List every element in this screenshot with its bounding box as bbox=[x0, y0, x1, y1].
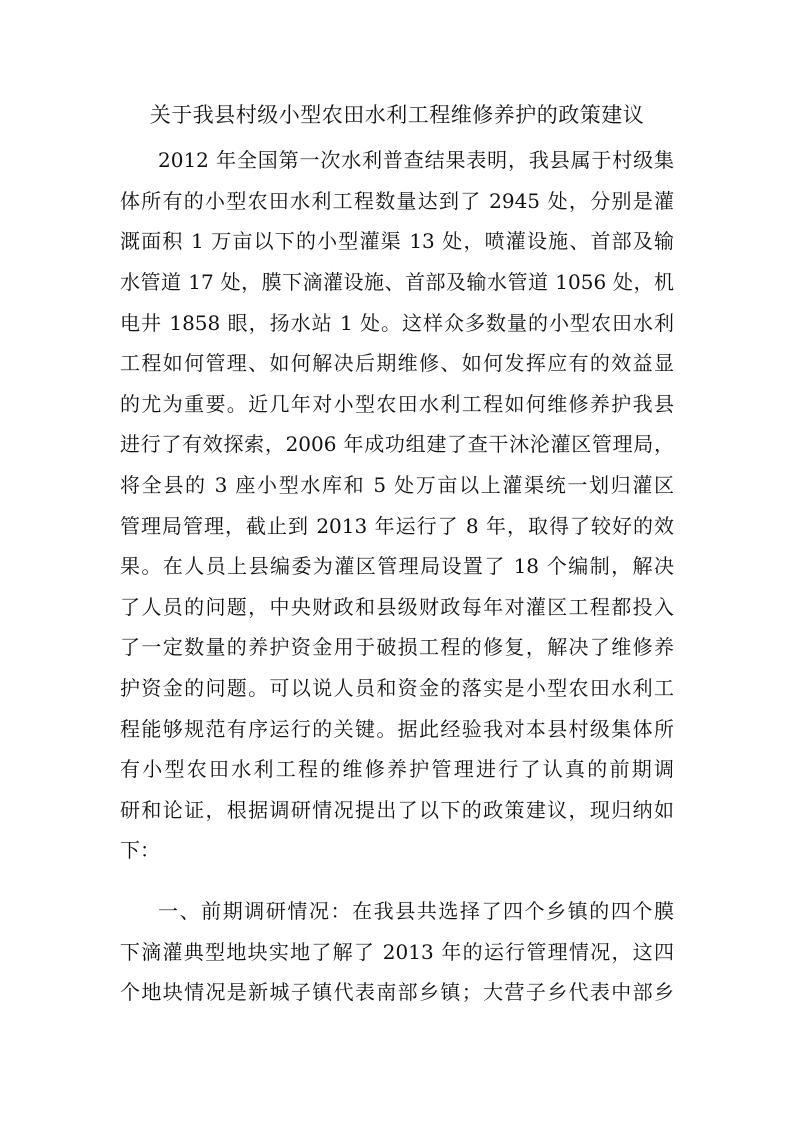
page-title: 关于我县村级小型农田水利工程维修养护的政策建议 bbox=[149, 103, 645, 127]
paragraph-1-line-16: 有小型农田水利工程的维修养护管理进行了认真的前期调 bbox=[120, 757, 674, 781]
paragraph-1-line-3: 溉面积 1 万亩以下的小型灌渠 13 处，喷灌设施、首部及输 bbox=[120, 229, 674, 253]
paragraph-2-line-2: 下滴灌典型地块实地了解了 2013 年的运行管理情况，这四 bbox=[120, 940, 674, 964]
paragraph-1-line-9: 将全县的 3 座小型水库和 5 处万亩以上灌渠统一划归灌区 bbox=[120, 473, 674, 497]
paragraph-1-line-14: 护资金的问题。可以说人员和资金的落实是小型农田水利工 bbox=[120, 676, 674, 700]
paragraph-1-line-18: 下： bbox=[120, 838, 160, 862]
paragraph-1-line-10: 管理局管理，截止到 2013 年运行了 8 年，取得了较好的效 bbox=[120, 514, 674, 538]
paragraph-1-line-5: 电井 1858 眼，扬水站 1 处。这样众多数量的小型农田水利 bbox=[120, 311, 674, 335]
paragraph-1-line-7: 的尤为重要。近几年对小型农田水利工程如何维修养护我县 bbox=[120, 392, 674, 416]
paragraph-1-line-17: 研和论证，根据调研情况提出了以下的政策建议，现归纳如 bbox=[120, 798, 674, 822]
paragraph-2-line-3: 个地块情况是新城子镇代表南部乡镇；大营子乡代表中部乡 bbox=[120, 980, 674, 1004]
paragraph-1-line-4: 水管道 17 处，膜下滴灌设施、首部及输水管道 1056 处，机 bbox=[120, 270, 674, 294]
paragraph-1-line-1: 2012 年全国第一次水利普查结果表明，我县属于村级集 bbox=[158, 148, 674, 172]
paragraph-1-line-2: 体所有的小型农田水利工程数量达到了 2945 处，分别是灌 bbox=[120, 189, 674, 213]
paragraph-2-line-1: 一、前期调研情况：在我县共选择了四个乡镇的四个膜 bbox=[158, 899, 674, 923]
paragraph-1-line-11: 果。在人员上县编委为灌区管理局设置了 18 个编制，解决 bbox=[120, 554, 674, 578]
paragraph-1-line-15: 程能够规范有序运行的关键。据此经验我对本县村级集体所 bbox=[120, 717, 674, 741]
paragraph-1-line-8: 进行了有效探索，2006 年成功组建了查干沐沦灌区管理局， bbox=[120, 432, 674, 456]
paragraph-1-line-13: 了一定数量的养护资金用于破损工程的修复，解决了维修养 bbox=[120, 635, 674, 659]
paragraph-1-line-6: 工程如何管理、如何解决后期维修、如何发挥应有的效益显 bbox=[120, 351, 674, 375]
paragraph-1-line-12: 了人员的问题，中央财政和县级财政每年对灌区工程都投入 bbox=[120, 595, 674, 619]
